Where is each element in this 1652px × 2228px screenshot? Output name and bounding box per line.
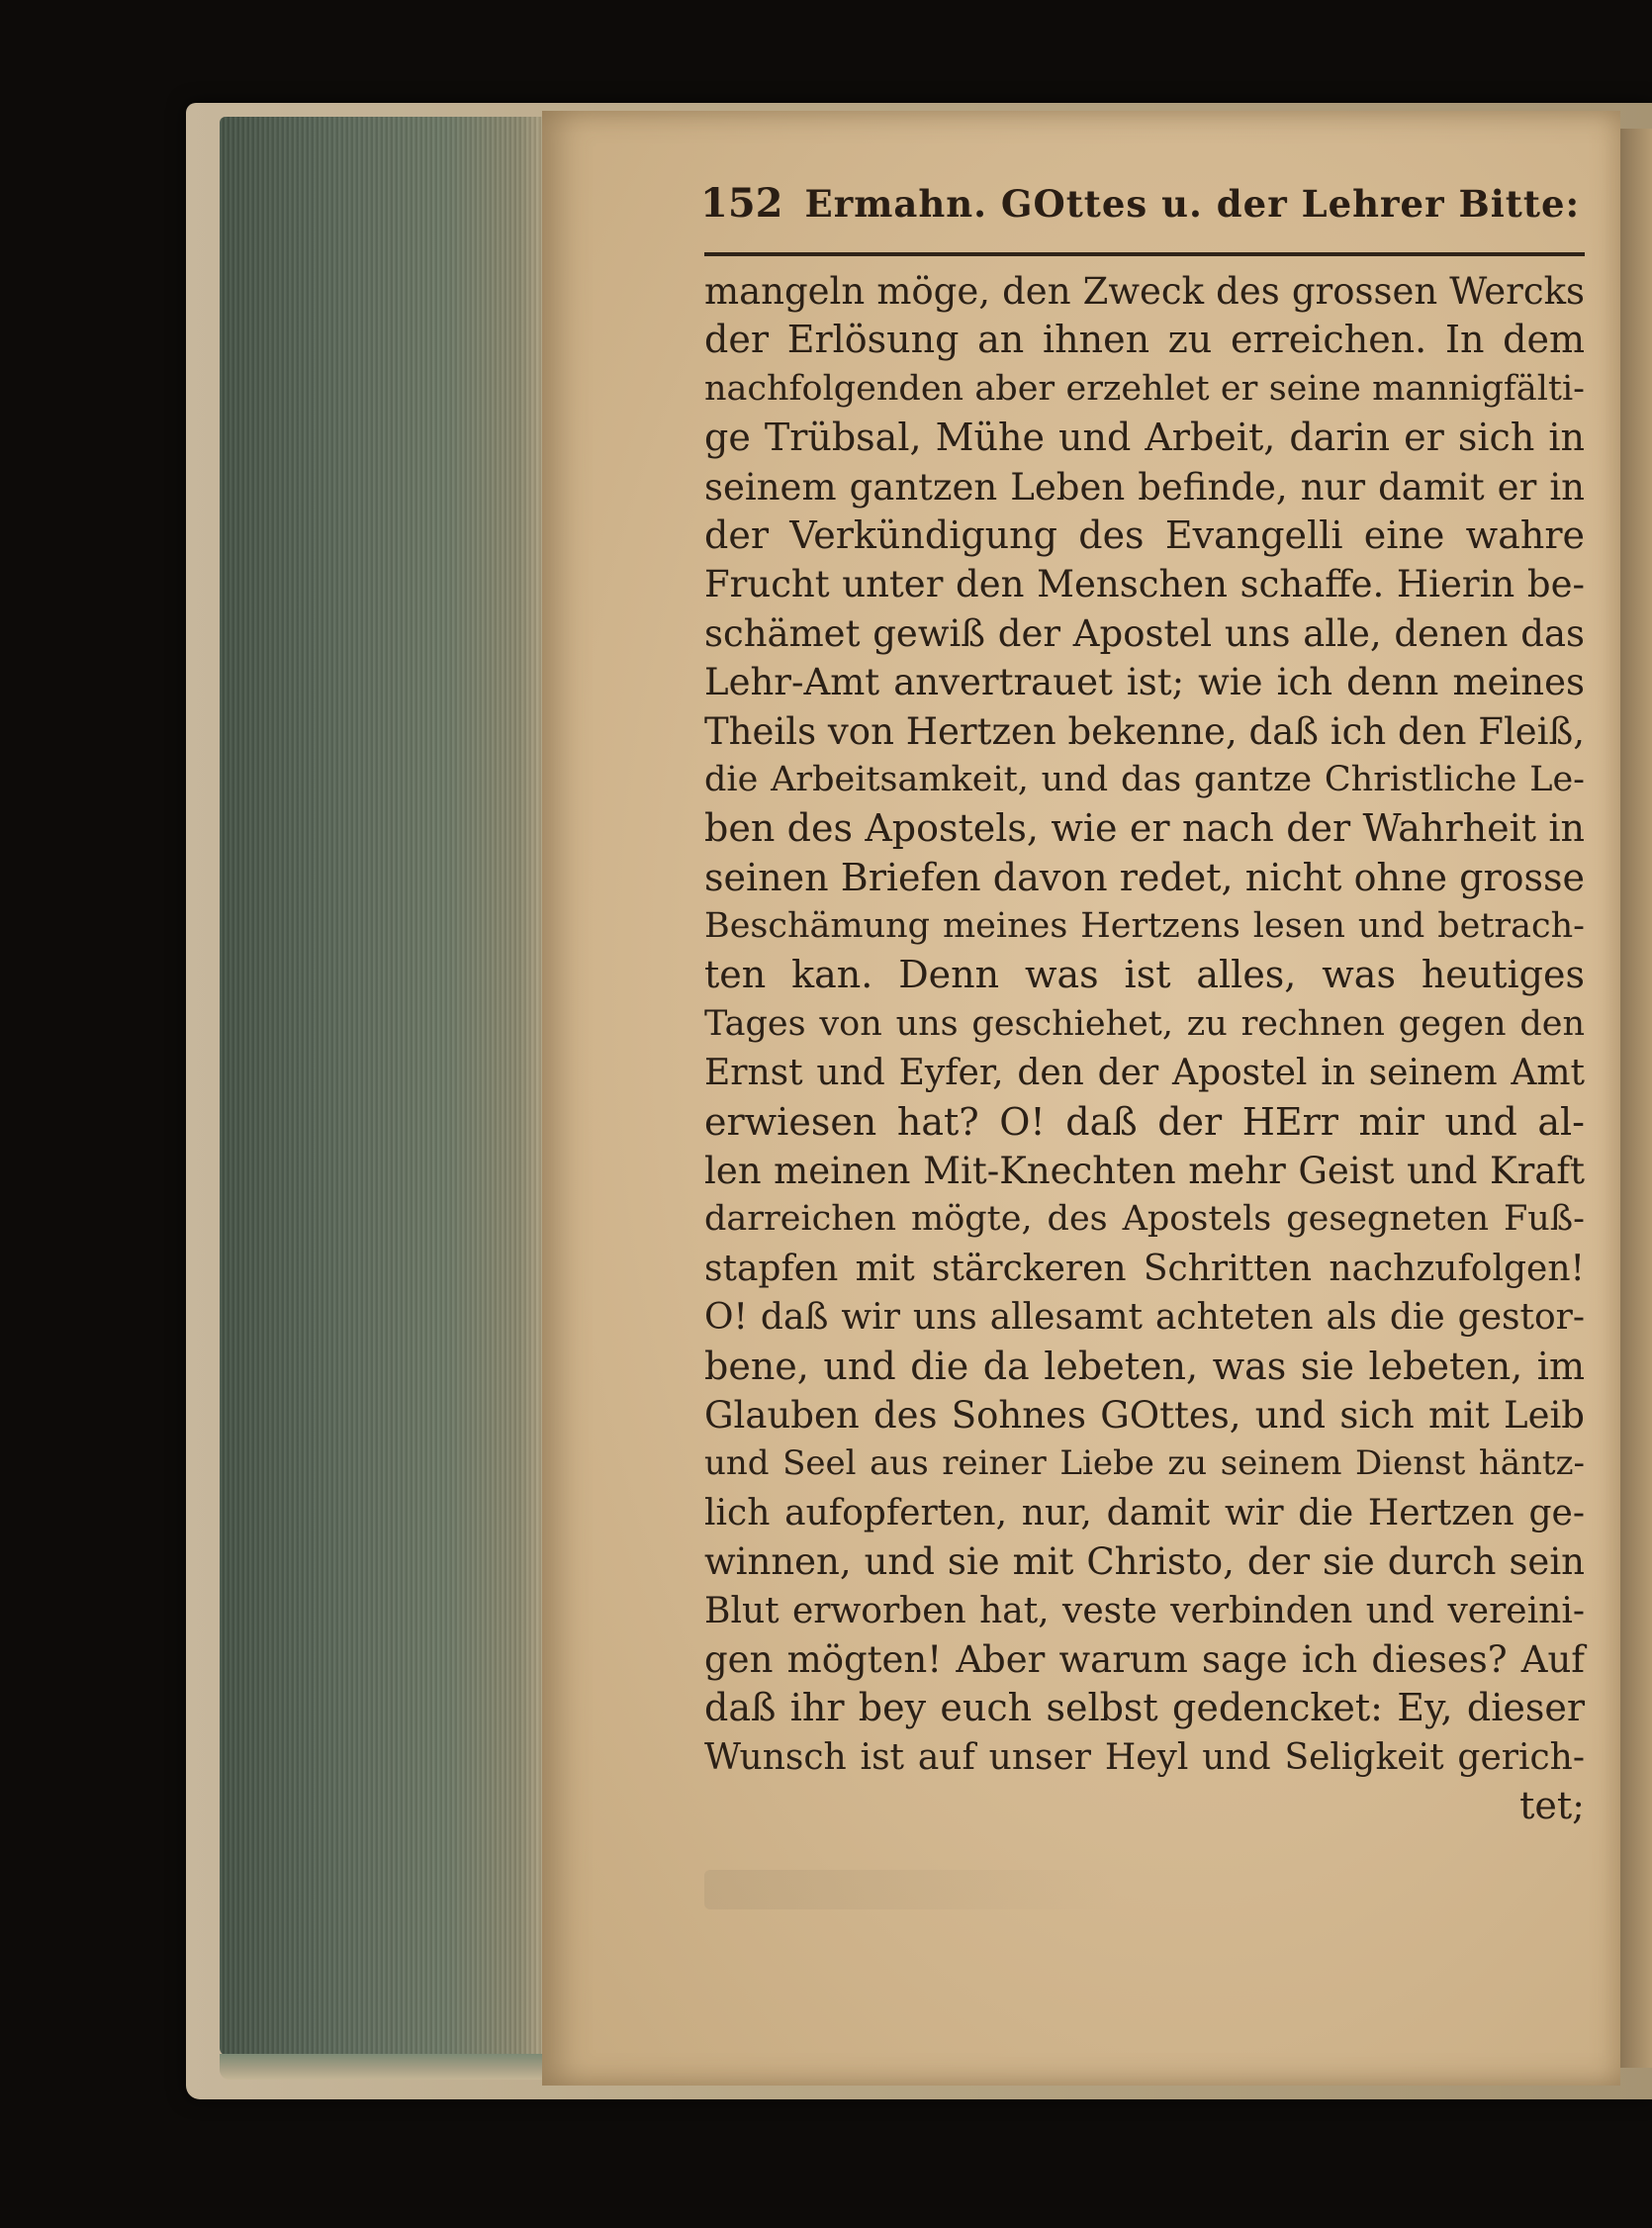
- text-line: len meinen Mit-Knechten mehr Geist und Kraft: [704, 1150, 1585, 1193]
- text-line: Glauben des Sohnes GOttes, und sich mit Leib: [704, 1393, 1585, 1437]
- catchword-line: tet;: [1519, 1784, 1585, 1828]
- text-line: erwiesen hat? O! daß der HErr mir und al-: [704, 1099, 1585, 1144]
- text-line: daß ihr bey euch selbst gedencket: Ey, dieser: [704, 1686, 1585, 1730]
- text-line: Ernst und Eyfer, den der Apostel in seinem Amt: [704, 1053, 1585, 1094]
- faint-print-marks: [704, 1870, 1120, 1909]
- text-line: mangeln möge, den Zweck des grossen Wercks: [704, 270, 1585, 313]
- text-line: ten kan. Denn was ist alles, was heutiges: [704, 953, 1585, 997]
- text-line: O! daß wir uns allesamt achteten als die gestor-: [704, 1297, 1585, 1339]
- body-text: [704, 267, 1585, 1831]
- text-line: darreichen mögte, des Apostels gesegneten Fuß-: [704, 1199, 1585, 1240]
- text-line: und Seel aus reiner Liebe zu seinem Dienst häntz-: [704, 1443, 1585, 1484]
- text-line: Theils von Hertzen bekenne, daß ich den Fleiß,: [704, 709, 1585, 753]
- facing-page-edge: [1620, 129, 1652, 2068]
- text-line: bene, und die da lebeten, was sie lebeten, im: [704, 1344, 1585, 1388]
- text-line: schämet gewiß der Apostel uns alle, denen das: [704, 611, 1585, 655]
- page-number: 152: [700, 180, 783, 227]
- text-line: Lehr-Amt anvertrauet ist; wie ich denn meines: [704, 661, 1585, 704]
- text-line: nachfolgenden aber erzehlet er seine mannigfälti-: [704, 368, 1585, 409]
- text-line: stapfen mit stärckeren Schritten nachzufolgen!: [704, 1248, 1585, 1289]
- text-line: die Arbeitsamkeit, und das gantze Christliche Le-: [704, 759, 1585, 799]
- text-line: ben des Apostels, wie er nach der Wahrheit in: [704, 806, 1585, 851]
- text-line: Tages von uns geschiehet, zu rechnen gegen den: [704, 1003, 1585, 1044]
- text-line: ge Trübsal, Mühe und Arbeit, darin er sich in: [704, 416, 1585, 460]
- text-line: Blut erworben hat, veste verbinden und vereini-: [704, 1590, 1585, 1631]
- running-title: Ermahn. GOttes u. der Lehrer Bitte:: [804, 182, 1581, 226]
- text-line: seinem gantzen Leben befinde, nur damit er in: [704, 465, 1585, 509]
- page-fore-edge: [220, 117, 546, 2056]
- text-line: gen mögten! Aber warum sage ich dieses? Auf: [704, 1637, 1585, 1681]
- text-line: winnen, und sie mit Christo, der sie durch sein: [704, 1540, 1585, 1584]
- text-line: Wunsch ist auf unser Heyl und Seligkeit gerich-: [704, 1736, 1585, 1778]
- text-line: Frucht unter den Menschen schaffe. Hierin be-: [704, 563, 1585, 606]
- running-head: [700, 180, 1591, 239]
- header-rule: [704, 252, 1585, 256]
- text-line: lich aufopferten, nur, damit wir die Hertzen ge-: [704, 1492, 1585, 1533]
- text-line: der Verkündigung des Evangelli eine wahre: [704, 512, 1585, 557]
- text-line: der Erlösung an ihnen zu erreichen. In dem: [704, 318, 1585, 362]
- text-line: Beschämung meines Hertzens lesen und betrach-: [704, 906, 1585, 947]
- text-line: seinen Briefen davon redet, nicht ohne grosse: [704, 855, 1585, 899]
